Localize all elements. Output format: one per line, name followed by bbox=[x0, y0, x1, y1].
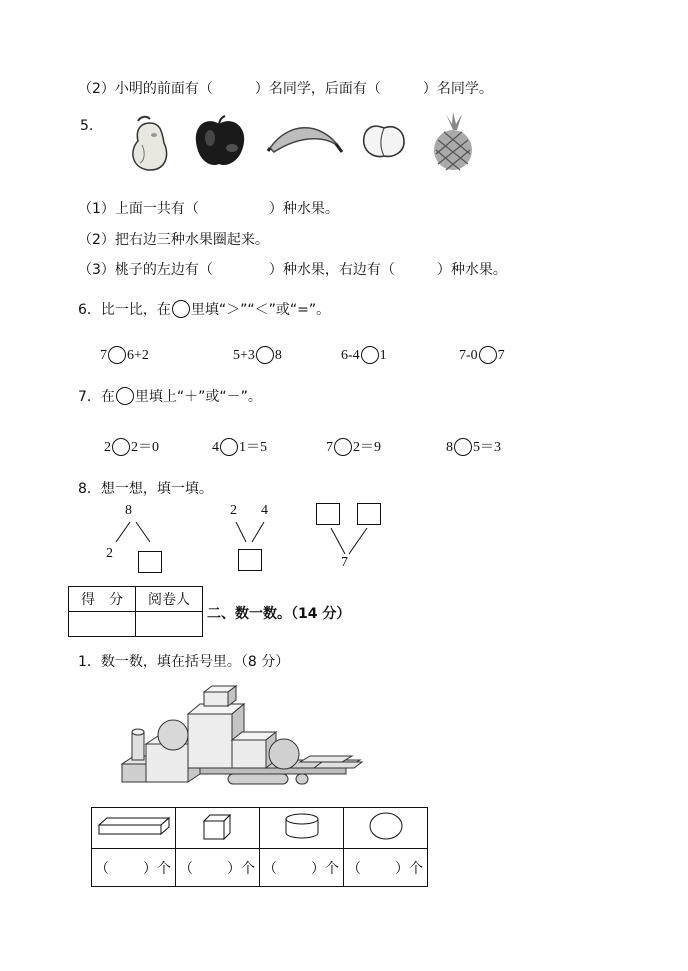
shapes-illustration-image bbox=[118, 682, 364, 786]
answer-circle[interactable] bbox=[112, 438, 130, 456]
score-field[interactable] bbox=[69, 612, 136, 637]
answer-circle[interactable] bbox=[454, 438, 472, 456]
q5-sub1: （1）上面一共有（ ）种水果。 bbox=[78, 201, 339, 217]
pear-icon bbox=[128, 115, 172, 173]
cube-icon bbox=[198, 811, 238, 841]
shape-count-table bbox=[91, 807, 428, 887]
q6-item-1: 7 6+2 bbox=[100, 347, 149, 365]
tree2-lines bbox=[230, 520, 270, 550]
answer-sphere-count[interactable]: （ ）个 bbox=[344, 849, 428, 887]
answer-circle[interactable] bbox=[220, 438, 238, 456]
answer-circle[interactable] bbox=[334, 438, 352, 456]
answer-box[interactable] bbox=[357, 503, 381, 525]
reviewer-label: 阅卷人 bbox=[136, 587, 203, 612]
answer-circle[interactable] bbox=[479, 346, 497, 364]
tree3-lines bbox=[325, 526, 375, 556]
tree2-right: 4 bbox=[261, 503, 268, 518]
q5-sub2: （2）把右边三种水果圈起来。 bbox=[78, 232, 269, 248]
peach-icon bbox=[360, 120, 408, 160]
tree3-bottom: 7 bbox=[341, 555, 348, 570]
q7-item-4: 8 5＝3 bbox=[446, 436, 501, 457]
answer-cube-count[interactable]: （ ）个 bbox=[176, 849, 260, 887]
shape-cell-cylinder bbox=[260, 808, 344, 849]
q5-number: 5. bbox=[80, 118, 94, 134]
q5-sub3: （3）桃子的左边有（ ）种水果，右边有（ ）种水果。 bbox=[78, 262, 507, 278]
section2-title: 二、数一数。（14 分） bbox=[207, 606, 351, 622]
q6-instruction bbox=[78, 299, 330, 319]
tree1-lines bbox=[110, 520, 160, 550]
q7-item-3: 7 2＝9 bbox=[326, 436, 381, 457]
reviewer-field[interactable] bbox=[136, 612, 203, 637]
answer-circle[interactable] bbox=[256, 346, 274, 364]
q6-suffix: 里填“＞”“＜”或“=”。 bbox=[190, 302, 331, 318]
q7-instruction bbox=[78, 386, 262, 406]
shape-cell-cuboid bbox=[92, 808, 176, 849]
q7-prefix: 7．在 bbox=[78, 389, 115, 405]
answer-circle[interactable] bbox=[108, 346, 126, 364]
section2-q1: 1．数一数，填在括号里。（8 分） bbox=[78, 654, 290, 670]
sphere-icon bbox=[364, 811, 408, 841]
q6-item-2: 5+3 8 bbox=[233, 347, 282, 365]
cuboid-icon bbox=[95, 813, 173, 839]
answer-box[interactable] bbox=[238, 549, 262, 571]
q7-suffix: 里填上“＋”或“－”。 bbox=[134, 389, 262, 405]
answer-circle[interactable] bbox=[361, 346, 379, 364]
q6-item-4: 7-0 7 bbox=[459, 347, 505, 365]
answer-box[interactable] bbox=[138, 551, 162, 573]
cylinder-icon bbox=[280, 811, 324, 841]
q6-prefix: 6．比一比，在 bbox=[78, 302, 171, 318]
tree1-top: 8 bbox=[125, 503, 132, 518]
apple-icon bbox=[192, 114, 246, 170]
answer-cylinder-count[interactable]: （ ）个 bbox=[260, 849, 344, 887]
answer-box[interactable] bbox=[316, 503, 340, 525]
banana-icon bbox=[268, 118, 344, 156]
pineapple-icon bbox=[430, 112, 476, 172]
q7-item-2: 4 1＝5 bbox=[212, 436, 267, 457]
score-label: 得 分 bbox=[69, 587, 136, 612]
answer-cuboid-count[interactable]: （ ）个 bbox=[92, 849, 176, 887]
q7-item-1: 2 2＝0 bbox=[104, 436, 159, 457]
tree2-left: 2 bbox=[230, 503, 237, 518]
q4-line2: （2）小明的前面有（ ）名同学，后面有（ ）名同学。 bbox=[78, 81, 493, 97]
tree1-left: 2 bbox=[106, 546, 113, 561]
score-table bbox=[68, 586, 203, 637]
q8-title: 8．想一想，填一填。 bbox=[78, 481, 213, 497]
circle-icon bbox=[116, 387, 134, 405]
shape-cell-sphere bbox=[344, 808, 428, 849]
circle-icon bbox=[172, 300, 190, 318]
q6-item-3: 6-4 1 bbox=[341, 347, 387, 365]
shape-cell-cube bbox=[176, 808, 260, 849]
